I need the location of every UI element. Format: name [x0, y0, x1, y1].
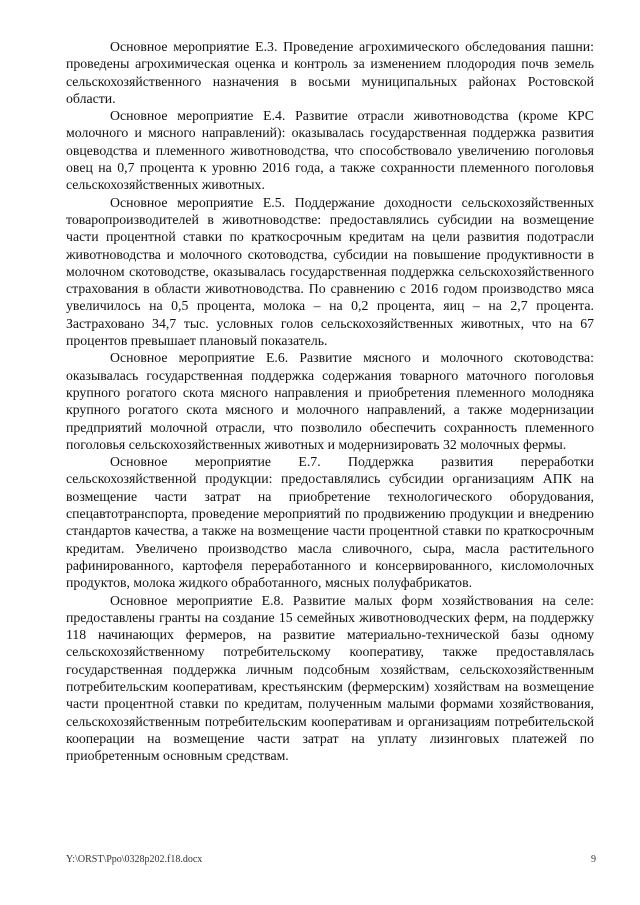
- page-number: 9: [591, 854, 596, 865]
- paragraph-e6: Основное мероприятие Е.6. Развитие мясного и молочного скотоводства: оказывалась государственная поддержка содержания товарного маточного поголовья крупного рогатого скота мясного направления и приобретения племенного молодняка крупного рогатого скота мясного и молочного направлений, а также модернизации предприятий молочной отрасли, что позволило обеспечить сохранность племенного поголовья сельскохозяйственных животных и модернизировать 32 молочных фермы.: [66, 350, 594, 452]
- document-body: [66, 38, 594, 764]
- footer-file-path: Y:\ORST\Ppo\0328p202.f18.docx: [66, 854, 203, 865]
- paragraph-e4: Основное мероприятие Е.4. Развитие отрасли животноводства (кроме КРС молочного и мясного направлений): оказывалась государственная поддержка развития овцеводства и племенного животноводства, что способствовало увеличению поголовья овец на 0,7 процента к уровню 2016 года, а также сохранности племенного поголовья сельскохозяйственных животных.: [66, 108, 594, 193]
- paragraph-e8: Основное мероприятие Е.8. Развитие малых форм хозяйствования на селе: предоставлены гранты на создание 15 семейных животноводческих ферм, на поддержку 118 начинающих фермеров, на развитие материально-технической базы одному сельскохозяйственному потребительскому кооперативу, также предоставлялась государственная поддержка личным подсобным хозяйствам, сельскохозяйственным потребительским кооперативам, крестьянским (фермерским) хозяйствам на возмещение части процентной ставки по кредитам, полученным малыми формами хозяйствования, сельскохозяйственным потребительским кооперативам и организациям потребительской кооперации на возмещение части затрат на уплату лизинговых платежей по приобретенным основным средствам.: [66, 592, 594, 764]
- paragraph-e7: Основное мероприятие Е.7. Поддержка развития переработки сельскохозяйственной продукции: предоставлялись субсидии организациям АПК на возмещение части затрат на приобретение технологического оборудования, спецавтотранспорта, проведение мероприятий по продвижению продукции и внедрению стандартов качества, а также на возмещение части процентной ставки по краткосрочным кредитам. Увеличено производство масла сливочного, сыра, масла растительного рафинированного, картофеля переработанного и консервированного, кисломолочных продуктов, молока жидкого обработанного, мясных полуфабрикатов.: [66, 454, 594, 591]
- paragraph-e3: Основное мероприятие Е.3. Проведение агрохимического обследования пашни: проведены агрохимическая оценка и контроль за изменением плодородия почв земель сельскохозяйственного назначения в восьми муниципальных районах Ростовской области.: [66, 39, 594, 106]
- paragraph-e5: Основное мероприятие Е.5. Поддержание доходности сельскохозяйственных товаропроизводителей в животноводстве: предоставлялись субсидии на возмещение части процентной ставки по краткосрочным кредитам на цели развития подотрасли животноводства и молочного скотоводства, субсидии на повышение продуктивности в молочном скотоводстве, оказывалась государственная поддержка сельскохозяйственного страхования в области животноводства. По сравнению с 2016 годом производство мяса увеличилось на 0,5 процента, молока – на 0,2 процента, яиц – на 2,7 процента. Застраховано 34,7 тыс. условных голов сельскохозяйственных животных, что на 67 процентов превышает плановый показатель.: [66, 194, 594, 349]
